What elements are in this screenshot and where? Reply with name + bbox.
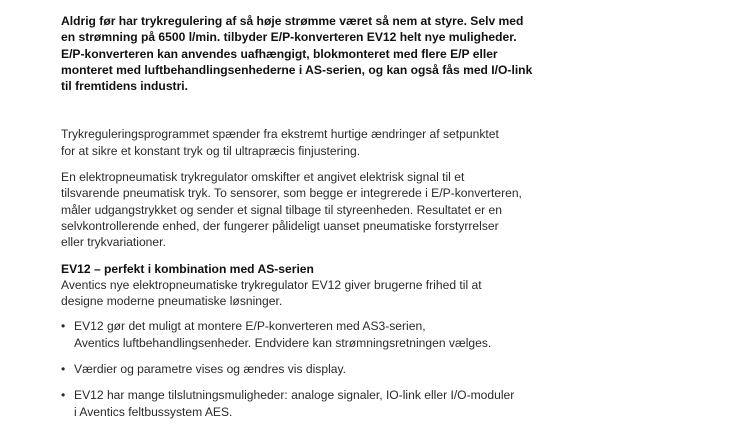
paragraph-line: måler udgangstrykket og sender et signal tilbage til styreenheden. Resultatet er en bbox=[61, 202, 503, 217]
section-heading: EV12 – perfekt i kombination med AS-serien bbox=[61, 261, 314, 276]
body-paragraph-2 bbox=[61, 169, 581, 250]
paragraph-line: for at sikre et konstant tryk og til ultrapræcis finjustering. bbox=[61, 143, 361, 158]
document-page bbox=[61, 13, 581, 430]
bullet-icon: • bbox=[61, 362, 66, 377]
bullet-line: EV12 gør det muligt at montere E/P-konverteren med AS3-serien, bbox=[74, 319, 426, 334]
intro-line: til fremtidens industri. bbox=[61, 79, 188, 94]
bullet-icon: • bbox=[61, 319, 66, 334]
intro-paragraph bbox=[61, 13, 581, 94]
bullet-icon: • bbox=[61, 388, 66, 403]
paragraph-line: Trykreguleringsprogrammet spænder fra ekstremt hurtige ændringer af setpunktet bbox=[61, 127, 499, 142]
bullet-line: i Aventics feltbussystem AES. bbox=[74, 404, 233, 419]
bullet-line: Aventics luftbehandlingsenheder. Endvidere kan strømningsretningen vælges. bbox=[74, 335, 492, 350]
bullet-item bbox=[61, 318, 581, 351]
bullet-item bbox=[61, 387, 581, 420]
intro-line: en strømning på 6500 l/min. tilbyder E/P-konverteren EV12 helt nye muligheder. bbox=[61, 30, 517, 45]
paragraph-line: selvkontrollerende enhed, der fungerer pålideligt uanset pneumatiske forstyrrelser bbox=[61, 218, 499, 233]
intro-line: E/P-konverteren kan anvendes uafhængigt, blokmonteret med flere E/P eller bbox=[61, 46, 498, 61]
intro-line: Aldrig før har trykregulering af så høje strømme været så nem at styre. Selv med bbox=[61, 14, 524, 28]
bullet-line: EV12 har mange tilslutningsmuligheder: analoge signaler, IO-link eller I/O-moduler bbox=[74, 388, 515, 403]
paragraph-line: tilsvarende pneumatisk tryk. To sensorer, som begge er integrerede i E/P-konverteren, bbox=[61, 186, 522, 201]
paragraph-line: eller trykvariationer. bbox=[61, 235, 166, 250]
bullet-list bbox=[61, 318, 581, 419]
section-paragraph bbox=[61, 277, 581, 310]
paragraph-line: En elektropneumatisk trykregulator omskifter et angivet elektrisk signal til et bbox=[61, 170, 465, 185]
paragraph-line: designe moderne pneumatiske løsninger. bbox=[61, 294, 283, 309]
bullet-line: Værdier og parametre vises og ændres vis display. bbox=[74, 362, 347, 377]
body-paragraph-1 bbox=[61, 126, 581, 159]
paragraph-line: Aventics nye elektropneumatiske trykregulator EV12 giver brugerne frihed til at bbox=[61, 277, 482, 292]
bullet-item bbox=[61, 361, 581, 377]
intro-line: monteret med luftbehandlingsenhederne i AS-serien, og kan også fås med I/O-link bbox=[61, 62, 533, 77]
